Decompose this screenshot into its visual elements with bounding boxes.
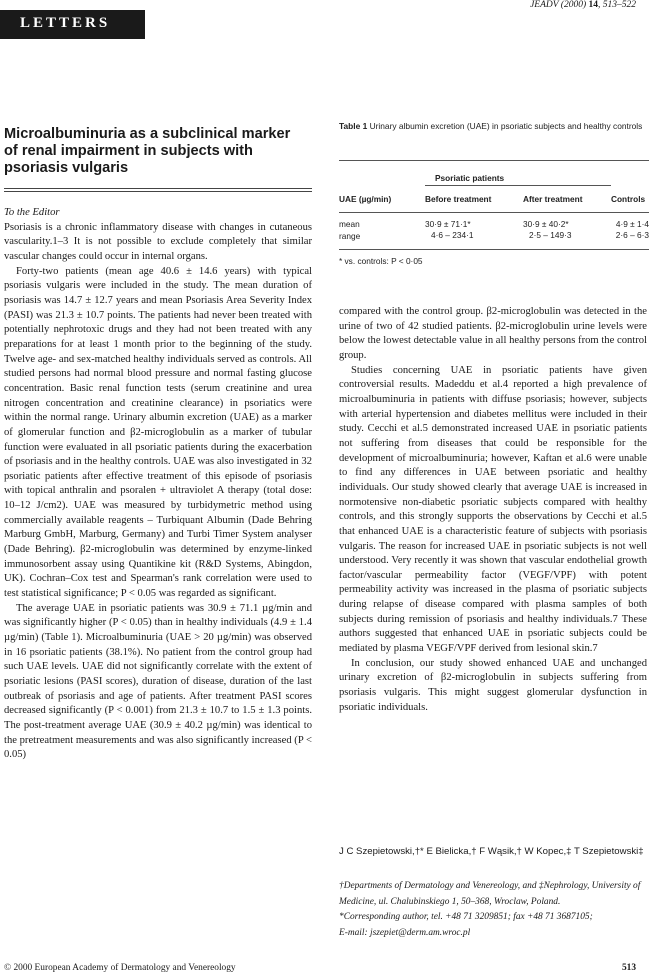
table-cell: 4·9 ± 1·4 [615,218,649,229]
journal-citation [530,0,636,10]
table-cell: 2·6 – 6·3 [615,229,649,240]
table-header-cell: Controls [611,193,646,204]
journal-pages: , 513–522 [598,0,636,10]
table-caption-text: Urinary albumin excretion (UAE) in psoriatic subjects and healthy controls [369,121,643,131]
author-list: J C Szepietowski,†* E Bielicka,† F Wąsik,† W Kopec,‡ T Szepietowski‡ [339,846,644,857]
table-label: Table 1 [339,121,368,131]
journal-volume: 14 [588,0,598,10]
article-title: Microalbuminuria as a subclinical marker of renal impairment in subjects with psoriasis vulgaris [4,126,291,176]
table-caption [339,120,649,133]
copyright-notice: © 2000 European Academy of Dermatology and Venereology [4,963,236,973]
affiliation-departments: †Departments of Dermatology and Venereology, and ‡Nephrology, University of Medicine, ul. Chalubinskiego 1, 50–368, Wroclaw, Poland. [339,881,641,907]
salutation: To the Editor [4,207,60,218]
email-address: E-mail: jszepiet@derm.am.wroc.pl [339,927,471,938]
body-paragraph: Forty-two patients (mean age 40.6 ± 14.6 years) with typical psoriasis vulgaris were included in the study. The mean duration of psoriasis was 14.7 ± 12.7 years and mean Psoriasis Area Severity Index (PASI) was 21.3 ± 10.7 points. The patients had never been treated with potentially nephrotoxic drugs and they had not been treated with any preparations for at least 1 month prior to the beginning of the study. Twelve age- and sex-matched healthy individuals served as controls. All studied persons had normal blood pressure and normal fasting glucose concentration. Basic renal function tests (serum creatinine and urea nitrogen concentration and creatinine clearance) in psoriatics were within the normal range. Urinary albumin excretion (UAE) as a marker of glomerular function and β2-microglobulin as a marker of tubular function were evaluated in all psoriatic patients during the exacerbation of psoriasis and in the healthy controls. UAE was also investigated in 32 psoriatic patients after effective treatment of this episode of psoriasis with topical anthralin and psoralen + ultraviolet A therapy (total dose: 10–12 J/cm2). UAE was measured by turbidymetric method using commercially available reagents – Turbiquant Albumin (Dade Behring Marburg GmbH, Marburg, Germany) and Turbi Timer System analyser (Dade Behring). β2-microglobulin was determined by enzyme-linked immunosorbent assay using Quantikine kit (R&D Systems, Abingdon, UK). Cochran–Cox test and Spearman's rank correlation were used to test statistical significance; P < 0.05 was regarded as significant. [4,265,312,600]
right-column [339,305,647,715]
title-rule-top [4,188,312,189]
journal-year: (2000) [560,0,587,10]
table-header-cell: Before treatment [425,193,492,204]
title-rule-bottom [4,191,312,192]
table-header-cell: UAE (µg/min) [339,193,392,204]
table-cell: range [339,230,361,241]
journal-name: JEADV [530,0,559,10]
section-label: LETTERS [20,15,111,31]
left-column [4,206,312,763]
table-cell: 4·6 – 234·1 [431,229,474,240]
body-paragraph: compared with the control group. β2-microglobulin was detected in the urine of two of 42 studied patients. β2-microglobulin urine levels were below the lowest detectable value in all healthy persons from the control group. [339,306,647,361]
table-cell: 30·9 ± 40·2* [523,218,569,229]
table-cell: 30·9 ± 71·1* [425,218,471,229]
table-row [339,219,649,229]
table-footnote: * vs. controls: P < 0·05 [339,256,423,266]
body-paragraph: The average UAE in psoriatic patients was 30.9 ± 71.1 µg/min and was significantly higher (P < 0.05) than in healthy individuals (4.9 ± 1.4 µg/min) (Table 1). Microalbuminuria (UAE > 20 µg/min) was observed in 16 psoriatic patients (38.1%). No patient from the control group had such UAE levels. UAE did not significantly correlate with the extent of psoriatic lesions (PASI scores), duration of disease, duration of the last outbreak of psoriasis and age of patients. After treatment PASI scores decreased significantly (P < 0.001) from 21.3 ± 10.7 to 1.5 ± 1.3 points. The post-treatment average UAE (30.9 ± 40.2 µg/min) was identical to the pretreatment measurements and was also significantly increased (P < 0.05) [4,602,312,761]
body-paragraph: In conclusion, our study showed enhanced UAE and unchanged urinary excretion of β2-microglobulin in subjects suffering from psoriasis vulgaris. This might suggest glomerular dysfunction in psoriatic individuals. [339,657,647,713]
table-cell: mean [339,218,360,229]
affiliations [339,879,647,941]
body-paragraph: Psoriasis is a chronic inflammatory disease with changes in cutaneous vascularity.1–3 It is not possible to exclude completely that similar vascular changes could occur in internal organs. [4,221,312,262]
corresponding-author: *Corresponding author, tel. +48 71 3209851; fax +48 71 3687105; [339,912,593,922]
body-paragraph: Studies concerning UAE in psoriatic patients have given controversial results. Madeddu et al.4 reported a high prevalence of microalbuminuria in patients with diffuse psoriasis; however, subjects with arterial hypertension and diabetes mellitus were included in their study. Cecchi et al.5 demonstrated increased UAE in psoriatic patients not suffering from diseases that could be responsible for the development of microalbuminuria; however, Kaftan et al.6 were unable to find any differences in UAE between psoriatic and healthy individuals. Our study showed clearly that average UAE is increased in normotensive non-diabetic psoriatic subjects compared with healthy controls, and this strongly supports the observations by Cecchi et al.5 that enhanced UAE is a characteristic feature of subjects with psoriasis vulgaris. The reason for increased UAE in psoriatic subjects is not well understood. Very recently it was shown that vascular endothelial growth factor/vascular permeability factor (VEGF/VPF) with potent permeability activity was increased in the plasma of psoriatic subjects during relapse of disease compared with plasma samples of both subjects during remission of psoriasis and healthy individuals.7 These authors suggested that enhanced UAE in psoriatic subjects could be mediated by plasma VEGF/VPF derived from lesional skin.7 [339,364,647,655]
uae-table [339,160,649,250]
table-cell: 2·5 – 149·3 [529,229,572,240]
page-number: 513 [621,963,636,973]
table-group-header: Psoriatic patients [435,173,505,183]
section-banner [0,10,145,39]
table-header-cell: After treatment [523,193,583,204]
table-row [339,229,649,241]
